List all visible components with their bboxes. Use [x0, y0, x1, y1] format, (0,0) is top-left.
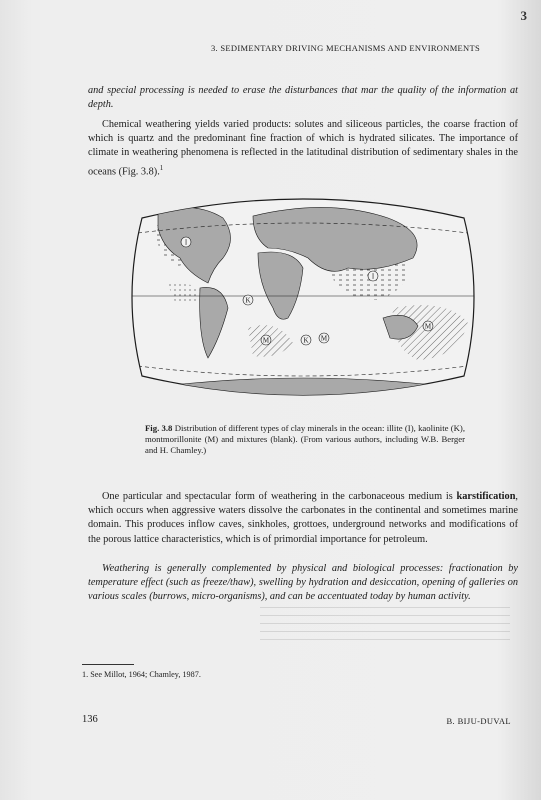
running-head: 3. SEDIMENTARY DRIVING MECHANISMS AND ENVIRONMENTS [210, 43, 480, 53]
clay-mineral-world-map [128, 188, 478, 406]
chemical-weathering-paragraph [88, 118, 518, 179]
label-montmorillonite-pacific [423, 321, 433, 331]
svg-text:M: M [424, 322, 432, 331]
chemical-weathering-text: Chemical weathering yields varied products: solutes and siliceous particles, the coarse fraction of which is quartz and the predominant fine fraction of which is hydrated silicates. The importance of climate in weathering phenomena is reflected in the latitudinal distribution of sedimentary shales in the oceans (Fig. 3.8). [88, 119, 518, 178]
svg-text:K: K [303, 336, 309, 345]
svg-text:I: I [371, 272, 375, 281]
figure-caption [145, 423, 465, 456]
svg-text:I: I [184, 238, 188, 247]
footnote: 1. See Millot, 1964; Chamley, 1987. [82, 670, 201, 679]
karst-rest-text: , which occurs when aggressive waters dissolve the carbonates in the continental and sometimes marine domain. This produces inflow caves, sinkholes, grottoes, underground networks and modifications of the porous lattice characteristics, which is of primordial importance for petroleum. [88, 491, 518, 545]
svg-text:K: K [245, 296, 251, 305]
karst-lead-text: One particular and spectacular form of weathering in the carbonaceous medium is [102, 491, 453, 502]
label-illite-atlantic [181, 237, 191, 247]
world-map-svg [128, 188, 478, 406]
page-number: 136 [82, 714, 98, 725]
svg-text:M: M [262, 336, 270, 345]
author-name: B. BIJU-DUVAL [446, 716, 511, 726]
biological-processes-paragraph: Weathering is generally complemented by physical and biological processes: fractionation by temperature effect (such as freeze/thaw), swelling by hydration and desiccation, opening of galleries on various scales (burrows, micro-organisms), and can be accentuated today by human activity. [88, 563, 518, 603]
label-illite-pacific [368, 271, 378, 281]
label-kaolinite-australia [301, 335, 311, 345]
label-montmorillonite-indian [261, 335, 271, 345]
corner-mark: 3 [520, 8, 527, 23]
intro-italic-paragraph: and special processing is needed to erase the disturbances that mar the quality of the information at depth. [88, 85, 518, 111]
svg-text:M: M [320, 334, 328, 343]
footnote-reference: 1 [159, 163, 164, 172]
figure-caption-label: Fig. 3.8 [145, 423, 173, 433]
label-montmorillonite-south [319, 333, 329, 343]
figure-caption-text: Distribution of different types of clay minerals in the ocean: illite (I), kaolinite (K), montmorillonite (M) and mixtures (blank). (From various authors, including W.B. Berger and H. Chamley.) [145, 423, 465, 455]
karstification-paragraph [88, 490, 518, 547]
footnote-rule [82, 664, 134, 665]
karstification-term: karstification [456, 491, 516, 502]
bleed-through-shadow [260, 600, 510, 680]
label-kaolinite-africa [243, 295, 253, 305]
